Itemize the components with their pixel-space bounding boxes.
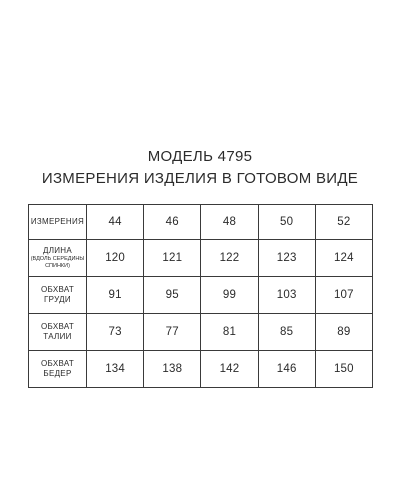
size-52: 52 (315, 205, 372, 240)
row-label-hips-line-2: БЕДЕР (43, 369, 72, 378)
size-44: 44 (87, 205, 144, 240)
row-label-waist-line-1: ОБХВАТ (40, 322, 75, 331)
table-cell: 142 (201, 351, 258, 388)
size-46: 46 (144, 205, 201, 240)
size-48: 48 (201, 205, 258, 240)
table-cell: 107 (315, 277, 372, 314)
model-title: МОДЕЛЬ 4795 (147, 148, 253, 165)
table-cell: 123 (258, 240, 315, 277)
table-cell: 73 (87, 314, 144, 351)
table-cell: 134 (87, 351, 144, 388)
row-label-hips (29, 351, 87, 388)
table-row-length (29, 240, 373, 277)
row-label-length-note-1: (ВДОЛЬ СЕРЕДИНЫ (30, 256, 85, 262)
table-cell: 124 (315, 240, 372, 277)
measurements-subtitle: ИЗМЕРЕНИЯ ИЗДЕЛИЯ В ГОТОВОМ ВИДЕ (41, 170, 359, 187)
table-cell: 103 (258, 277, 315, 314)
row-label-length-main: ДЛИНА (42, 246, 73, 255)
table-cell: 146 (258, 351, 315, 388)
row-label-hips-line-1: ОБХВАТ (40, 359, 75, 368)
table-cell: 89 (315, 314, 372, 351)
table-row-hips (29, 351, 373, 388)
table-row-waist (29, 314, 373, 351)
header-label: ИЗМЕРЕНИЯ (29, 205, 87, 240)
table-cell: 120 (87, 240, 144, 277)
table-cell: 95 (144, 277, 201, 314)
row-label-length (29, 240, 87, 277)
row-label-chest-line-1: ОБХВАТ (40, 285, 75, 294)
table-cell: 138 (144, 351, 201, 388)
title-block (0, 146, 400, 190)
row-label-waist-line-2: ТАЛИИ (43, 332, 72, 341)
table-cell: 77 (144, 314, 201, 351)
table-cell: 122 (201, 240, 258, 277)
row-label-length-note-2: СПИНКИ) (45, 263, 70, 269)
size-50: 50 (258, 205, 315, 240)
table-row-chest (29, 277, 373, 314)
table-header-row (29, 205, 373, 240)
table-cell: 99 (201, 277, 258, 314)
row-label-chest (29, 277, 87, 314)
row-label-waist (29, 314, 87, 351)
table-cell: 85 (258, 314, 315, 351)
table-cell: 91 (87, 277, 144, 314)
table-cell: 121 (144, 240, 201, 277)
table-cell: 81 (201, 314, 258, 351)
size-table (28, 204, 373, 388)
row-label-chest-line-2: ГРУДИ (44, 295, 71, 304)
table-cell: 150 (315, 351, 372, 388)
